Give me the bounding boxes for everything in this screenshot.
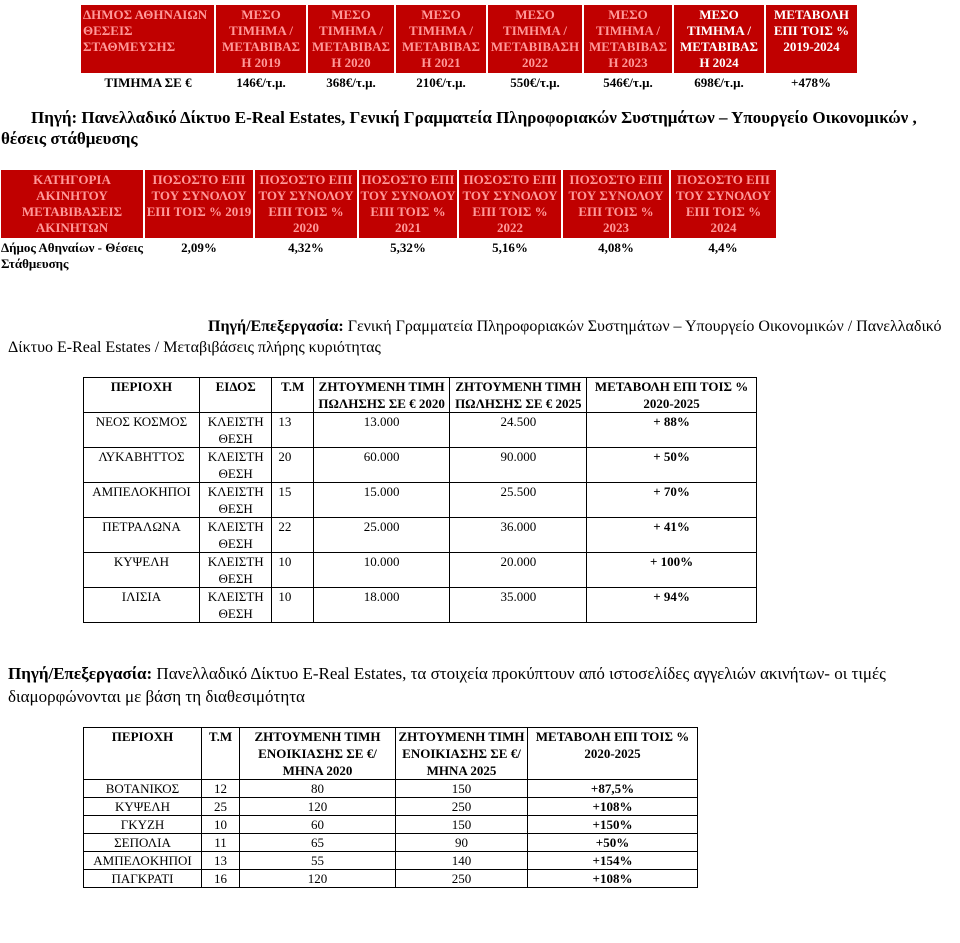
table-cell: 80 (240, 780, 396, 798)
table-cell: 210€/τ.μ. (416, 75, 466, 90)
table-row (84, 553, 757, 588)
table-cell: +108% (528, 870, 698, 888)
source-label: Πηγή/Επεξεργασία: (208, 318, 344, 335)
header-cell: ΜΕΣΟ ΤΙΜΗΜΑ / ΜΕΤΑΒΙΒΑΣ Η 2023 (583, 5, 673, 73)
table-cell: 4,08% (598, 240, 634, 255)
table-cell: ΚΛΕΙΣΤΗ ΘΕΣΗ (199, 588, 271, 623)
table-cell: 25.000 (313, 518, 450, 553)
table-cell: 15.000 (313, 483, 450, 518)
table-cell: 2,09% (181, 240, 217, 255)
header-cell: ΚΑΤΗΓΟΡΙΑ ΑΚΙΝΗΤΟΥ ΜΕΤΑΒΙΒΑΣΕΙΣ ΑΚΙΝΗΤΩΝ (1, 170, 144, 238)
table-cell: +87,5% (528, 780, 698, 798)
transfer-share-table (1, 170, 776, 272)
table-cell: ΚΛΕΙΣΤΗ ΘΕΣΗ (199, 413, 271, 448)
table-row (84, 798, 698, 816)
table-cell: + 50% (587, 448, 757, 483)
table-cell: +108% (528, 798, 698, 816)
source-note-3 (8, 662, 954, 708)
table-cell: 546€/τ.μ. (603, 75, 653, 90)
table-cell: ΓΚΥΖΗ (84, 816, 202, 834)
header-cell: ΠΕΡΙΟΧΗ (84, 728, 202, 780)
table-cell: 60.000 (313, 448, 450, 483)
header-cell: ΜΕΣΟ ΤΙΜΗΜΑ / ΜΕΤΑΒΙΒΑΣΗ 2022 (487, 5, 583, 73)
header-cell: ΜΕΣΟ ΤΙΜΗΜΑ / ΜΕΤΑΒΙΒΑΣ Η 2021 (395, 5, 487, 73)
table-row (84, 816, 698, 834)
header-cell: ΠΟΣΟΣΤΟ ΕΠΙ ΤΟΥ ΣΥΝΟΛΟΥ ΕΠΙ ΤΟΙΣ % 2023 (562, 170, 670, 238)
header-cell: ΠΟΣΟΣΤΟ ΕΠΙ ΤΟΥ ΣΥΝΟΛΟΥ ΕΠΙ ΤΟΙΣ % 2019 (144, 170, 254, 238)
source-note-1: Πηγή: Πανελλαδικό Δίκτυο E-Real Estates, Γενική Γραμματεία Πληροφοριακών Συστημάτων – Υπουργείο Οικονομικών , θέσεις στάθμευσης (1, 108, 917, 148)
table-cell: ΚΥΨΕΛΗ (84, 553, 200, 588)
table-cell: +478% (791, 75, 831, 90)
table-cell: 368€/τ.μ. (326, 75, 376, 90)
table-cell: 25.500 (450, 483, 587, 518)
table-cell: 5,16% (492, 240, 528, 255)
table-cell: 146€/τ.μ. (236, 75, 286, 90)
table-cell: ΠΕΤΡΑΛΩΝΑ (84, 518, 200, 553)
table-cell: 13 (202, 852, 240, 870)
header-cell: ΖΗΤΟΥΜΕΝΗ ΤΙΜΗ ΕΝΟΙΚΙΑΣΗΣ ΣΕ €/ ΜΗΝΑ 2020 (240, 728, 396, 780)
header-cell: ΜΕΣΟ ΤΙΜΗΜΑ / ΜΕΤΑΒΙΒΑΣ Η 2020 (307, 5, 395, 73)
table-cell: + 100% (587, 553, 757, 588)
header-cell: ΠΕΡΙΟΧΗ (84, 378, 200, 413)
table-cell: 4,32% (288, 240, 324, 255)
table-cell: 18.000 (313, 588, 450, 623)
header-cell: ΜΕΣΟ ΤΙΜΗΜΑ / ΜΕΤΑΒΙΒΑΣ Η 2024 (673, 5, 765, 73)
header-cell: Τ.Μ (272, 378, 313, 413)
table-row (84, 834, 698, 852)
header-cell: ΜΕΤΑΒΟΛΗ ΕΠΙ ΤΟΙΣ % 2020-2025 (528, 728, 698, 780)
table-cell: 16 (202, 870, 240, 888)
header-cell: ΠΟΣΟΣΤΟ ΕΠΙ ΤΟΥ ΣΥΝΟΛΟΥ ΕΠΙ ΤΟΙΣ % 2020 (254, 170, 358, 238)
table-cell: 65 (240, 834, 396, 852)
table-cell: 5,32% (390, 240, 426, 255)
rent-price-table (83, 727, 698, 888)
table-cell: 36.000 (450, 518, 587, 553)
table-cell: ΤΙΜΗΜΑ ΣΕ € (104, 75, 192, 90)
table-cell: ΠΑΓΚΡΑΤΙ (84, 870, 202, 888)
table-cell: 698€/τ.μ. (694, 75, 744, 90)
source-text: Πανελλαδικό Δίκτυο E-Real Estates, τα στοιχεία προκύπτουν από ιστοσελίδες αγγελιών ακινήτων- οι τιμές διαμορφώνονται με βάση τη διαθεσιμότητα (8, 664, 886, 706)
header-cell: ΜΕΣΟ ΤΙΜΗΜΑ / ΜΕΤΑΒΙΒΑΣ Η 2019 (215, 5, 307, 73)
table-cell: 90.000 (450, 448, 587, 483)
table-cell: 10 (202, 816, 240, 834)
table-cell: ΝΕΟΣ ΚΟΣΜΟΣ (84, 413, 200, 448)
table-cell: 13.000 (313, 413, 450, 448)
table-cell: 4,4% (708, 240, 738, 255)
table-cell: + 94% (587, 588, 757, 623)
table-row (1, 238, 776, 272)
header-cell: ΜΕΤΑΒΟΛΗ ΕΠΙ ΤΟΙΣ % 2019-2024 (765, 5, 857, 73)
table-cell: 60 (240, 816, 396, 834)
header-cell: ΔΗΜΟΣ ΑΘΗΝΑΙΩΝ ΘΕΣΕΙΣ ΣΤΑΘΜΕΥΣΗΣ (81, 5, 215, 73)
table-cell: ΑΜΠΕΛΟΚΗΠΟΙ (84, 852, 202, 870)
table-cell: 250 (396, 798, 528, 816)
table-cell: 10 (272, 553, 313, 588)
header-cell: ΖΗΤΟΥΜΕΝΗ ΤΙΜΗ ΕΝΟΙΚΙΑΣΗΣ ΣΕ €/ ΜΗΝΑ 2025 (396, 728, 528, 780)
table-row (84, 780, 698, 798)
source-note-2 (8, 316, 948, 358)
table-cell: + 70% (587, 483, 757, 518)
sale-price-table (83, 377, 757, 623)
table-row (84, 870, 698, 888)
table-header-row (1, 170, 776, 238)
table-cell: ΚΛΕΙΣΤΗ ΘΕΣΗ (199, 448, 271, 483)
table-cell: 150 (396, 780, 528, 798)
header-cell: ΖΗΤΟΥΜΕΝΗ ΤΙΜΗ ΠΩΛΗΣΗΣ ΣΕ € 2020 (313, 378, 450, 413)
table-cell: ΚΛΕΙΣΤΗ ΘΕΣΗ (199, 553, 271, 588)
table-row (84, 483, 757, 518)
table-row (81, 73, 857, 91)
table-cell: +154% (528, 852, 698, 870)
table-cell: 35.000 (450, 588, 587, 623)
header-cell: Τ.Μ (202, 728, 240, 780)
table-cell: 120 (240, 798, 396, 816)
header-cell: ΜΕΤΑΒΟΛΗ ΕΠΙ ΤΟΙΣ % 2020-2025 (587, 378, 757, 413)
table-cell: + 88% (587, 413, 757, 448)
table-cell: ΒΟΤΑΝΙΚΟΣ (84, 780, 202, 798)
header-cell: ΠΟΣΟΣΤΟ ΕΠΙ ΤΟΥ ΣΥΝΟΛΟΥ ΕΠΙ ΤΟΙΣ % 2024 (670, 170, 776, 238)
table-cell: +150% (528, 816, 698, 834)
table-cell: ΚΛΕΙΣΤΗ ΘΕΣΗ (199, 518, 271, 553)
table-cell: 120 (240, 870, 396, 888)
source-text: Γενική Γραμματεία Πληροφοριακών Συστημάτων – Υπουργείο Οικονομικών / Πανελλαδικό Δίκτυο E-Real Estates / Μεταβιβάσεις πλήρης κυριότητας (8, 318, 942, 356)
table-row (84, 448, 757, 483)
table-cell: 20 (272, 448, 313, 483)
table-header-row (84, 378, 757, 413)
table-cell: 15 (272, 483, 313, 518)
table-cell: 550€/τ.μ. (510, 75, 560, 90)
table-header-row (84, 728, 698, 780)
table-header-row (81, 5, 857, 73)
table-row (84, 588, 757, 623)
table-cell: ΙΛΙΣΙΑ (84, 588, 200, 623)
header-cell: ΠΟΣΟΣΤΟ ΕΠΙ ΤΟΥ ΣΥΝΟΛΟΥ ΕΠΙ ΤΟΙΣ % 2021 (358, 170, 458, 238)
table-row (84, 852, 698, 870)
source-label: Πηγή/Επεξεργασία: (8, 664, 153, 683)
table-cell: ΚΥΨΕΛΗ (84, 798, 202, 816)
table-row (84, 413, 757, 448)
table-cell: 10.000 (313, 553, 450, 588)
table-cell: 250 (396, 870, 528, 888)
table-cell: ΛΥΚΑΒΗΤΤΟΣ (84, 448, 200, 483)
table-cell: 90 (396, 834, 528, 852)
table-cell: ΑΜΠΕΛΟΚΗΠΟΙ (84, 483, 200, 518)
table-cell: 25 (202, 798, 240, 816)
table-cell: 24.500 (450, 413, 587, 448)
table-cell: 22 (272, 518, 313, 553)
table-cell: 13 (272, 413, 313, 448)
table-cell: 12 (202, 780, 240, 798)
table-cell: ΚΛΕΙΣΤΗ ΘΕΣΗ (199, 483, 271, 518)
table-cell: 10 (272, 588, 313, 623)
table-cell: Δήμος Αθηναίων - Θέσεις Στάθμευσης (1, 240, 144, 271)
parking-price-table (81, 5, 857, 91)
table-row (84, 518, 757, 553)
table-cell: ΣΕΠΟΛΙΑ (84, 834, 202, 852)
table-cell: 140 (396, 852, 528, 870)
table-cell: +50% (528, 834, 698, 852)
header-cell: ΕΙΔΟΣ (199, 378, 271, 413)
table-cell: + 41% (587, 518, 757, 553)
table-cell: 20.000 (450, 553, 587, 588)
header-cell: ΖΗΤΟΥΜΕΝΗ ΤΙΜΗ ΠΩΛΗΣΗΣ ΣΕ € 2025 (450, 378, 587, 413)
table-cell: 55 (240, 852, 396, 870)
table-cell: 11 (202, 834, 240, 852)
table-cell: 150 (396, 816, 528, 834)
header-cell: ΠΟΣΟΣΤΟ ΕΠΙ ΤΟΥ ΣΥΝΟΛΟΥ ΕΠΙ ΤΟΙΣ % 2022 (458, 170, 562, 238)
